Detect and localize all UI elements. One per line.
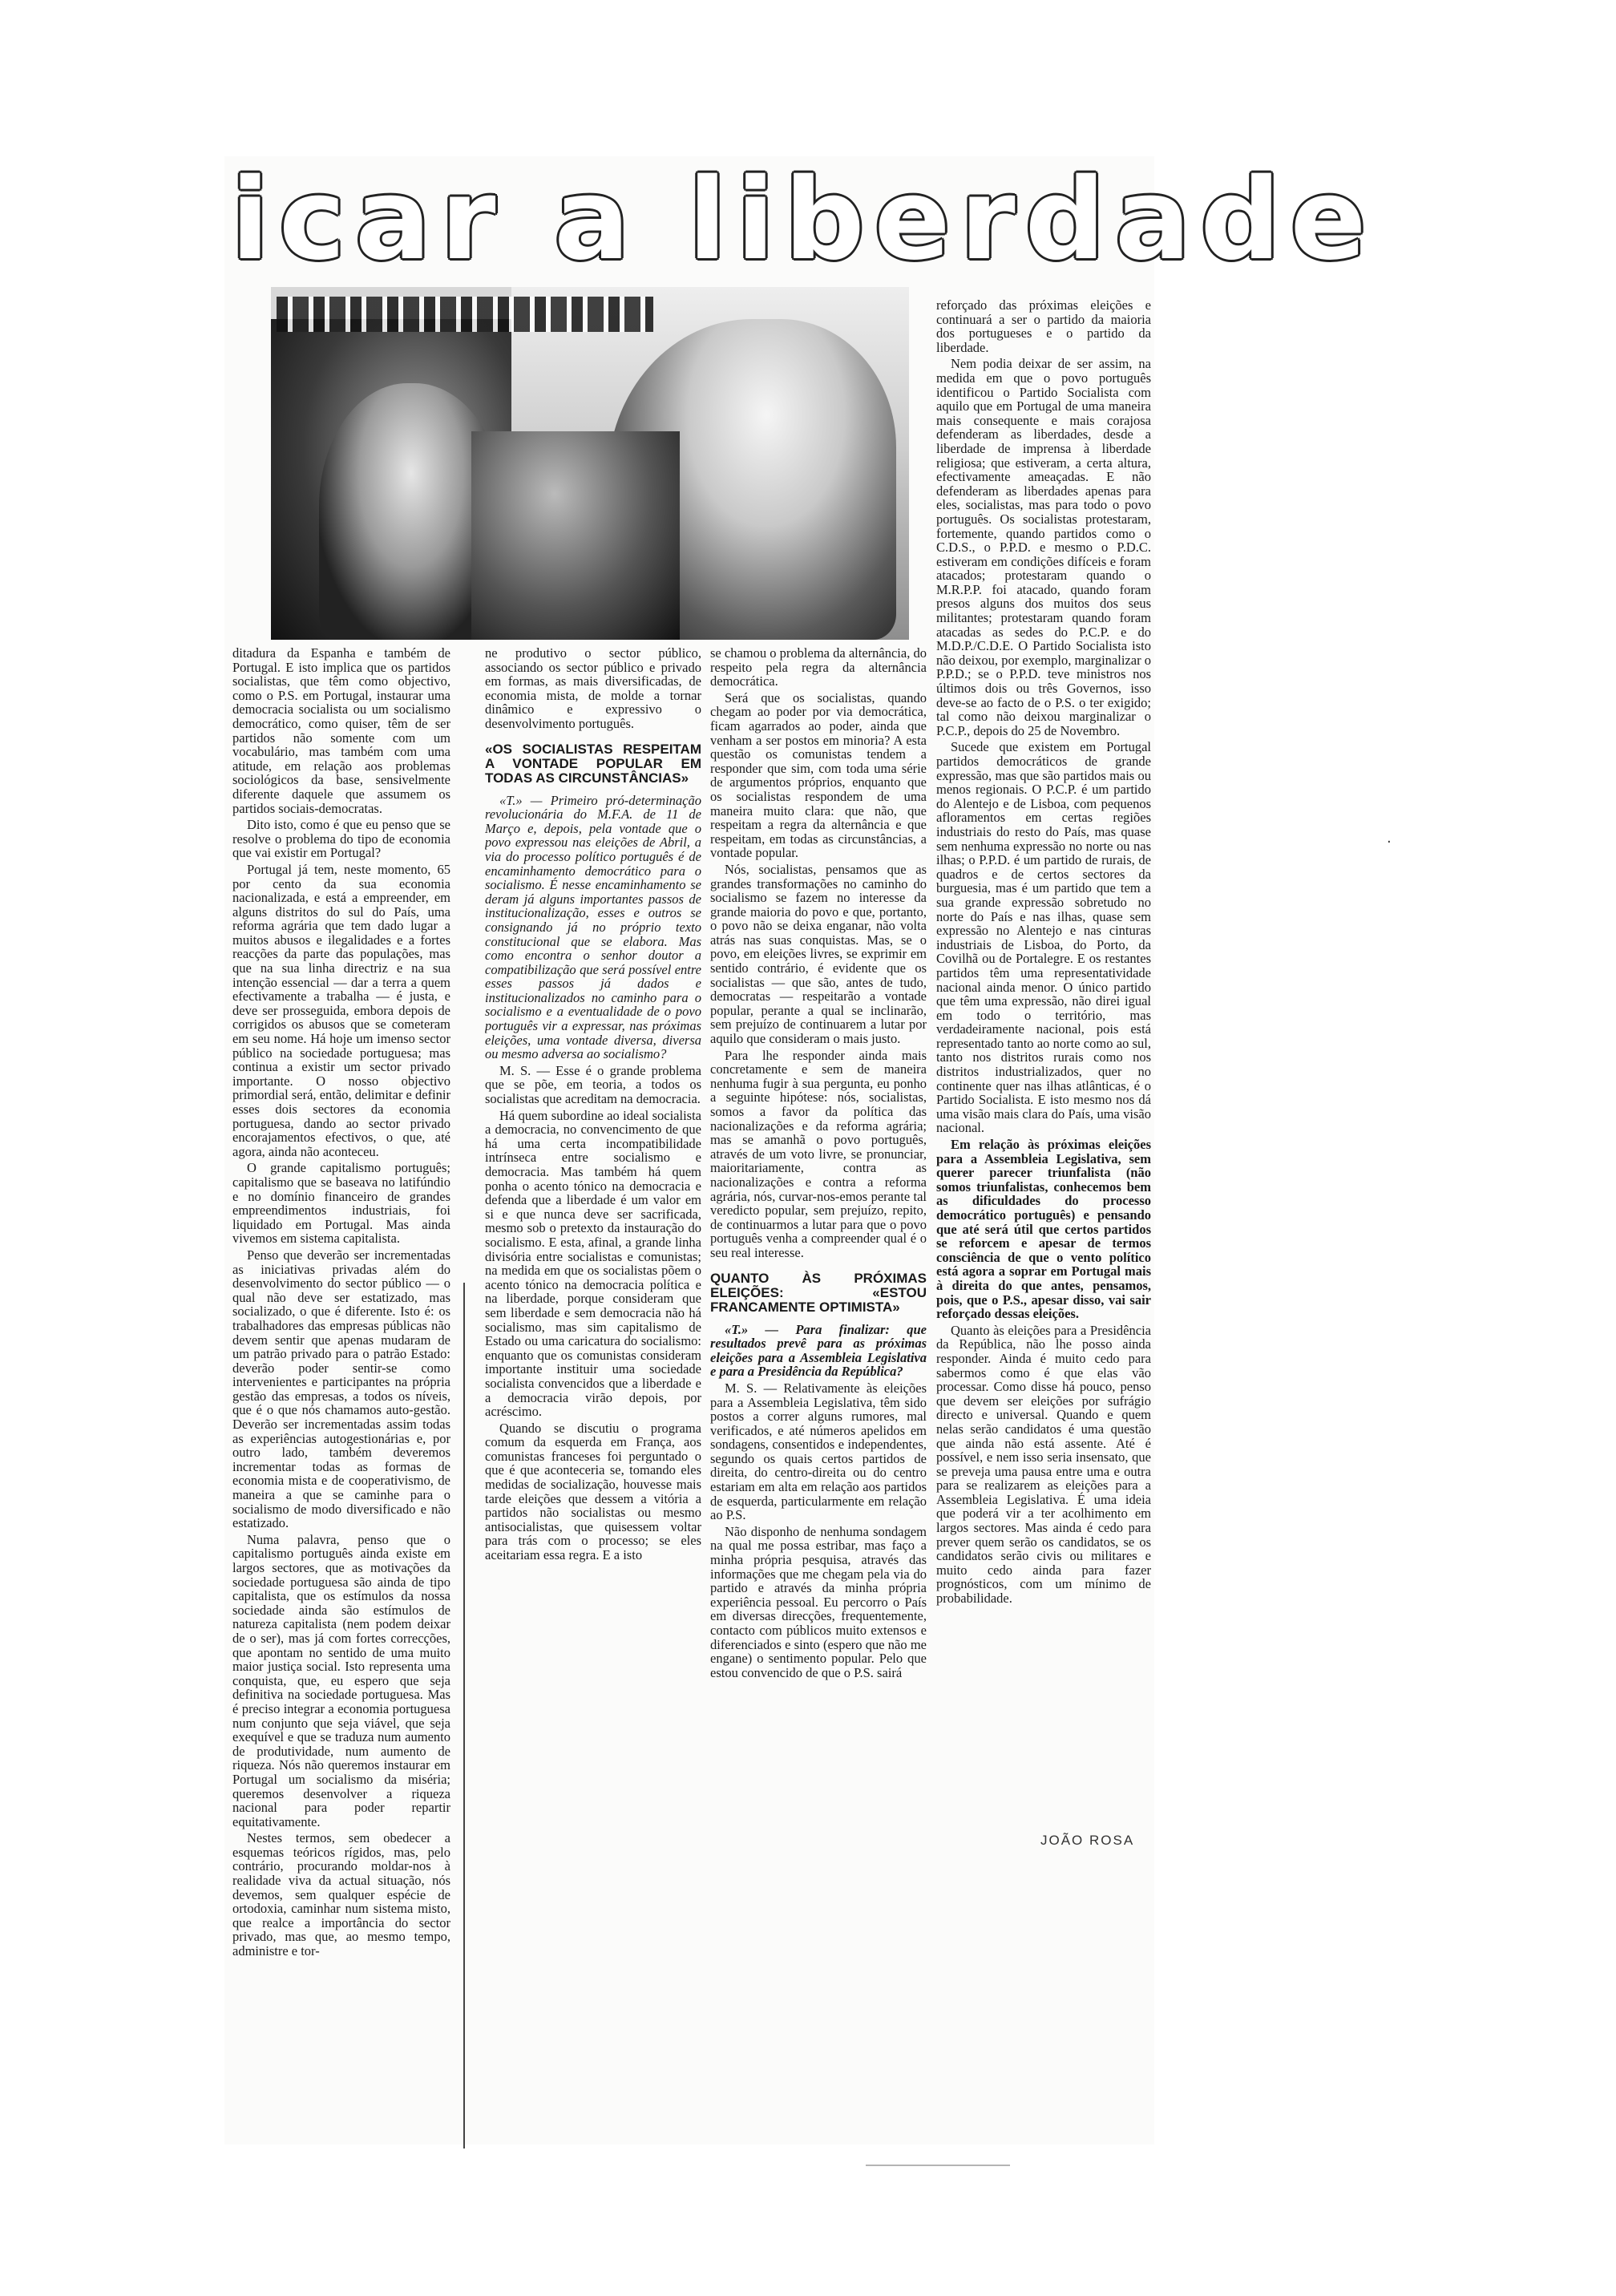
paragraph: Numa palavra, penso que o capitalismo português ainda existe em largos sectores, que as motivações da sociedade portuguesa são ainda de tipo capitalista, que os estímulos da nossa sociedade ainda são estímulos de natureza capitalista (nem podem deixar de o ser), mas já com fortes correcções, que apontam no sentido de uma muito maior justiça social. Isto representa uma conquista, que, eu espero que seja definitiva na sociedade portuguesa. Mas é preciso integrar a economia portuguesa num conjunto que seja viável, que seja exequível e que se traduza num aumento de produtividade, num aumento de riqueza. Nós não queremos instaurar em Portugal um socialismo da miséria; queremos desenvolver a riqueza nacional para poder repartir equitativamente. [232,1531,450,1829]
paragraph: Sucede que existem em Portugal partidos democráticos de grande expressão, mas que são partidos mais ou menos regionais. O P.C.P. é um partido do Alentejo e de Lisboa, com pequenos afloramentos em certas regiões industriais do resto do País, mas quase sem nenhuma expressão no norte ou nas ilhas; o P.P.D. é um partido de rurais, de quadros e de certos sectores da burguesia, mas é um partido que tem a sua grande expressão sobretudo no norte do País e nas ilhas, quase sem expressão no Alentejo e nas cinturas industriais de Lisboa, do Porto, da Covilhã ou de Portalegre. E os restantes partidos têm uma representatividade nacional ainda menor. O único partido que têm uma expressão, não direi igual em todo o território, mas verdadeiramente nacional, pois está representado tanto ao norte como ao sul, tanto nos distritos rurais como nos distritos industrializados, quer no continente quer nas ilhas atlânticas, é o Partido Socialista. E isto mesmo nos dá uma visão mais clara do País, uma visão nacional. [936,739,1151,1136]
paragraph: Nem podia deixar de ser assim, na medida em que o povo português identificou o Partido Socialista com aquilo que em Portugal de uma maneira mais consequente e mais corajosa defenderam as liberdades, desde a liberdade de imprensa à liberdade religiosa; que estiveram, a certa altura, efectivamente ameaçadas. E não defenderam as liberdades apenas para eles, socialistas, mas para todo o povo português. Os socialistas protestaram, fortemente, quando partidos como o C.D.S., o P.P.D. e mesmo o P.D.C. estiveram em condições difíceis e foram atacados; protestaram quando o M.R.P.P. foi atacado, quando foram presos alguns dos muitos dos seus militantes; protestaram quando foram atacadas as sedes do P.C.P. e do M.D.P./C.D.E. O Partido Socialista isto não deixou, por exemplo, marginalizar o P.P.D.; se o P.P.D. teve ministros nos últimos dois ou três Governos, isso deve-se ao facto de o P.S. o ter exigido; tal como não deixou marginalizar o P.C.P., depois do 25 de Novembro. [936,356,1151,738]
byline-signature: JOÃO ROSA [1040,1833,1135,1848]
bottom-scan-line [866,2165,1010,2166]
paragraph: O grande capitalismo português; capitalismo que se baseava no latifúndio e no domínio financeiro de grandes empreendimentos industriais, foi liquidado em Portugal. Mas ainda vivemos em sistema capitalista. [232,1160,450,1247]
paragraph: Nós, socialistas, pensamos que as grandes transformações no caminho do socialismo se fazem no interesse da grande maioria do povo e que, portanto, o povo não se deixa enganar, não volta atrás nas suas conquistas. Mas, se o povo, em eleições livres, se exprimir em sentido contrário, é evidente que os socialistas — que são, antes de tudo, democratas — respeitarão a vontade popular, perante a qual se inclinarão, sem prejuízo de continuarem a lutar por aquilo que consideram o mais justo. [710,861,927,1047]
paragraph: Dito isto, como é que eu penso que se resolve o problema do tipo de economia que vai existir em Portugal? [232,817,450,861]
question: «T.» — Primeiro pró-determinação revolucionária do M.F.A. de 11 de Março e, depois, pela vontade que o povo expressou nas eleições de Abril, a via do processo político português é de encaminhamento democrático para o socialismo. É nesse encaminhamento se deram já alguns importantes passos de institucionalização, esses e outros se consignando já no próprio texto constitucional que se elabora. Mas como encontra o senhor doutor a compatibilização que será possível entre esses passos já dados e institucionalizados no caminho para o socialismo e a eventualidade de o povo português vir a expressar, nas próximas eleições, uma vontade diversa, diversa ou mesmo adversa ao socialismo? [485,792,701,1062]
photo-figure-center [471,431,680,640]
paragraph: Quanto às eleições para a Presidência da República, não lhe posso ainda responder. Ainda é muito cedo para sabermos como é que elas vão processar. Como disse há pouco, penso que devem ser eleições por sufrágio directo e universal. Quando e quem nelas serão candidatos é uma questão que ainda não está assente. Até é possível, e nem isso seria insensato, que se preveja uma pausa entre uma e outra para se realizarem as eleições para a Assembleia Legislativa. É uma ideia que poderá vir a ter acolhimento em largos sectores. Mas ainda é cedo para prever quem serão os candidatos, se os candidatos serão civis ou militares e muito cedo ainda para fazer prognósticos, com um mínimo de probabilidade. [936,1322,1151,1607]
scan-mark: · [1387,834,1392,851]
photo-caption-strip [277,297,653,332]
paragraph: Em relação às próximas eleições para a Assembleia Legislativa, sem querer parecer triunfalista (não somos triunfalistas, conhecemos bem as dificuldades do processo democrático português) e pensando que até será útil que certos partidos se reforcem e apesar de termos consciência de que o vento político está agora a soprar em Portugal mais à direita do que antes, pensamos, pois, que o P.S., apesar disso, vai sair reforçado dessas eleições. [936,1137,1151,1322]
paragraph: ne produtivo o sector público, associando os sector público e privado em formas, as mais diversificadas, de economia mista, de molde a tornar dinâmico e expressivo o desenvolvimento português. [485,646,701,731]
headline: icar a liberdade [231,155,1376,285]
photo [271,287,909,640]
paragraph: Penso que deverão ser incrementadas as iniciativas privadas além do desenvolvimento do sector público — o qual não deve ser estatizado, mas socializado, o que é diferente. Isto é: os trabalhadores das empresas públicas não devem sentir que apenas mudaram de um patrão privado para o patrão Estado: deverão poder sentir-se como intervenientes e participantes na própria gestão das empresas, a todos os níveis, que é o que nós chamamos auto-gestão. Deverão ser incrementadas assim todas as experiências autogestionárias e, por outro lado, também deveremos incrementar todas as formas de economia mista e de cooperativismo, de maneira a que se caminhe para o socialismo de modo diversificado e não estatizado. [232,1247,450,1531]
paragraph: Portugal já tem, neste momento, 65 por cento da sua economia nacionalizada, e está a empreender, em alguns distritos do sul do País, uma reforma agrária que tem dado lugar a muitos abusos e ilegalidades e a fortes reacções da parte das populações, mas que na sua linha directriz e na sua intenção essencial — dar a terra a quem efectivamente a trabalha — é justa, e deve ser prosseguida, embora depois de corrigidos os abusos que se cometeram em seu nome. Há hoje um imenso sector público na sociedade portuguesa; mas continua a existir um sector privado importante. O nosso objectivo primordial será, então, delimitar e definir esses dois sectores da economia portuguesa, dando ao sector privado encorajamentos efectivos, o que, até agora, ainda não aconteceu. [232,861,450,1159]
paragraph: Não disponho de nenhuma sondagem na qual me possa estribar, mas faço a minha própria pesquisa, através das informações que me chegam pela via do partido e através da minha própria experiência pessoal. Eu percorro o País em diversas direcções, frequentemente, contacto com públicos muito extensos e diferenciados e sinto (espero que não me engane) o sentimento popular. Pelo que estou convencido de que o P.S. sairá [710,1523,927,1680]
paragraph: Quando se discutiu o programa comum da esquerda em França, aos comunistas franceses foi perguntado o que é que aconteceria se, tomando eles medidas de socialização, houvesse mais tarde eleições que dessem a vitória a partidos não socialistas ou mesmo antisocialistas, que quisessem voltar para trás com o processo; se eles aceitariam essa regra. E a isto [485,1420,701,1563]
column-1 [232,646,450,2137]
paragraph: M. S. — Relativamente às eleições para a Assembleia Legislativa, têm sido postos a correr alguns rumores, mal verificados, e até números apelidos em sondagens, consentidos e independentes, segundo os quais certos partidos de direita, do centro-direita ou do centro estariam em alta em relação aos partidos de esquerda, particularmente em relação ao P.S. [710,1380,927,1523]
paragraph: reforçado das próximas eleições e continuará a ser o partido da maioria dos portugueses e o partido da liberdade. [936,298,1151,355]
subheading: QUANTO ÀS PRÓXIMAS ELEIÇÕES: «ESTOU FRANCAMENTE OPTIMISTA» [710,1270,927,1315]
question: «T.» — Para finalizar: que resultados prevê para as próximas eleições para a Assembleia Legislativa e para a Presidência da República? [710,1321,927,1380]
column-2 [485,646,701,1849]
paragraph: Será que os socialistas, quando chegam ao poder por via democrática, ficam agarrados ao poder, ainda que venham a ser postos em minoria? A esta questão os comunistas tendem a responder que sim, com toda uma série de argumentos próprios, enquanto que os socialistas respondem de uma maneira muito clara: que não, que respeitam a regra da alternância e que respeitam, em todas as circunstâncias, a vontade popular. [710,689,927,861]
paragraph: Para lhe responder ainda mais concretamente e sem de maneira nenhuma fugir à sua pergunta, eu ponho a seguinte hipótese: nós, socialistas, somos a favor da política das nacionalizações e da reforma agrária; mas se amanhã o povo português, através de um voto livre, se pronunciar, maioritariamente, contra as nacionalizações e contra a reforma agrária, nós, curvar-nos-emos perante tal veredicto popular, sem prejuízo, repito, de continuarmos a lutar para que o povo português venha a compreender qual é o seu real interesse. [710,1047,927,1260]
column-divider [463,1283,465,2148]
paragraph: Há quem subordine ao ideal socialista a democracia, no convencimento de que há uma certa incompatibilidade intrínseca entre socialismo e democracia. Mas também há quem ponha o acento tónico na democracia e defenda que a liberdade é um valor em si e que nunca deve ser sacrificada, mesmo sob o pretexto da instauração do socialismo. E esta, afinal, a grande linha divisória entre socialistas e comunistas; na medida em que os socialistas põem o acento tónico na democracia política e na liberdade, porque consideram que sem liberdade e sem democracia não há socialismo, mas sim capitalismo de Estado ou uma caricatura do socialismo: enquanto que os comunistas consideram importante instituir uma sociedade socialista convencidos que a liberdade e a democracia virão depois, por acréscimo. [485,1107,701,1420]
paragraph: M. S. — Esse é o grande problema que se põe, em teoria, a todos os socialistas que acreditam na democracia. [485,1062,701,1107]
paragraph: Nestes termos, sem obedecer a esquemas teóricos rígidos, mas, pelo contrário, procurando moldar-nos à realidade viva da actual situação, nós devemos, sem qualquer espécie de ortodoxia, caminhar num sistema misto, que realce a importância do sector privado, mas que, ao mesmo tempo, administre e tor- [232,1830,450,1959]
column-3 [710,646,927,1849]
paragraph: ditadura da Espanha e também de Portugal. E isto implica que os partidos socialistas, que têm como objectivo, como o P.S. em Portugal, instaurar uma democracia socialista ou um socialismo democrático, como quiser, têm de ser partidos não somente com um vocabulário, mas também com uma atitude, em relação aos problemas sociológicos da base, sensivelmente diferente daquele que assumem os partidos sociais-democratas. [232,646,450,816]
subheading: «OS SOCIALISTAS RESPEITAM A VONTADE POPULAR EM TODAS AS CIRCUNSTÂNCIAS» [485,741,701,786]
column-4 [936,298,1151,1821]
paragraph: se chamou o problema da alternância, do respeito pela regra da alternância democrática. [710,646,927,689]
